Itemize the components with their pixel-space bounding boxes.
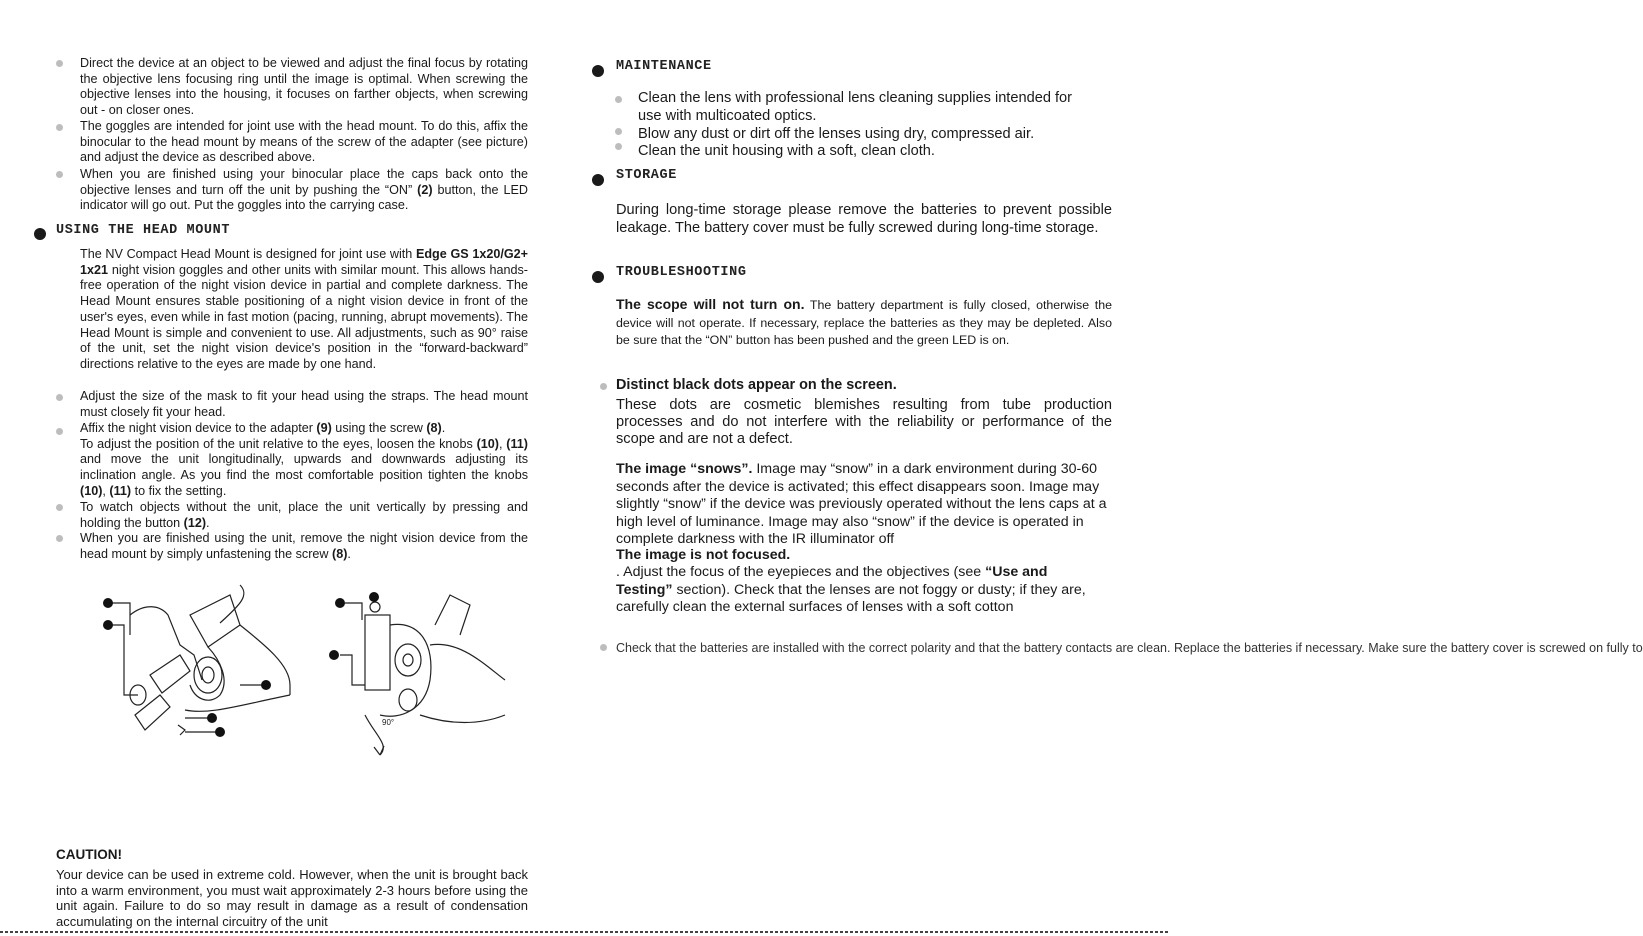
bullet-dot bbox=[56, 504, 63, 511]
finish-pre: When you are finished using your binocular place the caps back onto the objective lenses and turn off the unit by pushing the “ON” bbox=[80, 167, 528, 197]
rotate-arrow bbox=[374, 746, 384, 755]
strap-right bbox=[430, 644, 505, 680]
callout-dot bbox=[261, 680, 271, 690]
affix-d: (8) bbox=[426, 421, 442, 435]
callout-line bbox=[345, 603, 362, 620]
strap-right-lower bbox=[420, 715, 505, 723]
watch-post: . bbox=[206, 515, 210, 530]
bullet-dot bbox=[56, 124, 63, 131]
section-bullet bbox=[592, 65, 604, 77]
trouble-focus-title: The image is not focused. bbox=[616, 547, 791, 563]
head-mount-pre: The NV Compact Head Mount is designed for joint use with bbox=[80, 247, 416, 261]
callout-dot bbox=[103, 620, 113, 630]
maintenance-item-housing: Clean the unit housing with a soft, clean cloth. bbox=[638, 143, 935, 159]
bullet-dot bbox=[56, 535, 63, 542]
watch-instruction-text bbox=[80, 500, 528, 531]
rotate-arc bbox=[365, 715, 383, 755]
bullet-dot bbox=[615, 96, 622, 103]
arm-left bbox=[150, 655, 190, 693]
bullet-dot bbox=[56, 394, 63, 401]
affix-l: , bbox=[102, 483, 110, 498]
caution-text: Your device can be used in extreme cold. However, when the unit is brought back into a warm environment, you must wait approximately 2-3 hours before using the unit again. Failure to do so may result in damage as a result of condensation accumulating on the internal circuitry of the unit bbox=[56, 867, 528, 929]
callout-line bbox=[340, 655, 365, 685]
head-mount-description bbox=[80, 247, 528, 373]
focus-instruction-text bbox=[80, 56, 528, 119]
finish-instruction-text bbox=[80, 167, 528, 214]
bullet-dot bbox=[600, 383, 607, 390]
callout-dot bbox=[329, 650, 339, 660]
bullet-dot bbox=[615, 143, 622, 150]
trouble-dots-title: Distinct black dots appear on the screen. bbox=[616, 377, 897, 393]
watch-pre: To watch objects without the unit, place the unit vertically by pressing and holding the button bbox=[80, 500, 528, 530]
overlapped-text-line: Check that the batteries are installed with the correct polarity and that the battery contacts are clean. Replace the batteries if necessary. Make sure the battery cover is screwed on fully to bbox=[616, 641, 1643, 655]
head-mount-heading: USING THE HEAD MOUNT bbox=[56, 223, 231, 238]
cable-left bbox=[220, 585, 244, 623]
maintenance-item-dust: Blow any dust or dirt off the lenses using dry, compressed air. bbox=[638, 126, 1035, 142]
adapter-left bbox=[190, 647, 224, 700]
trouble-snow-body: Image may “snow” in a dark environment during 30-60 seconds after the device is activated; this effect disappears soon. Image may slightly “snow” if the device was previously operated without the lens caps at a high level of luminance. Image may also “snow” if the device is operated in complete darkness with the IR illuminator off bbox=[616, 461, 1107, 547]
trouble-focus-pre: . Adjust the focus of the eyepieces and the objectives (see bbox=[616, 564, 986, 580]
trouble-power-body: The battery department is fully closed, otherwise the device will not operate. If necessary, replace the batteries as they may be depleted. Also be sure that the “ON” button has been pushed and the green LED is on. bbox=[616, 298, 1112, 347]
trouble-snow-title: The image “snows”. bbox=[616, 461, 753, 477]
head-mount-model: Edge GS 1x20/G2+ 1x21 bbox=[80, 247, 528, 277]
focus-instruction-content: Direct the device at an object to be viewed and adjust the final focus by rotating the objective lens focusing ring until the image is optimal. When screwing the objective lenses into the housing, it focuses on farther objects, when screwing out - on closer ones. bbox=[80, 56, 528, 118]
mask-instruction-content: Adjust the size of the mask to fit your head using the straps. The head mount must closely fit your head. bbox=[80, 389, 528, 419]
bullet-dot bbox=[56, 428, 63, 435]
callout-line bbox=[110, 603, 130, 635]
callout-dot bbox=[335, 598, 345, 608]
section-bullet bbox=[592, 271, 604, 283]
fastener-left bbox=[178, 725, 185, 735]
callout-dot bbox=[103, 598, 113, 608]
affix-m: (11) bbox=[109, 483, 132, 498]
bullet-dot bbox=[56, 60, 63, 67]
head-mount-post: night vision goggles and other units with similar mount. This allows hands-free operation of the night vision device in partial and complete darkness. The Head Mount ensures stable positioning of a night vision device in front of the user's eyes, even while in fast motion (pacing, running, abrupt movements). The Head Mount is simple and convenient to use. All adjustments, such as 90° raise of the unit, set the night vision device's position in the “forward-backward” directions relative to the eyes are made by one hand. bbox=[80, 262, 528, 371]
goggle-body-right bbox=[365, 615, 390, 690]
head-mount-use-text bbox=[80, 119, 528, 166]
trouble-power-text bbox=[616, 296, 1112, 350]
remove-post: . bbox=[347, 546, 351, 561]
caution-title: CAUTION! bbox=[56, 847, 122, 862]
callout-dot bbox=[207, 713, 217, 723]
finish-ref: (2) bbox=[417, 182, 433, 197]
maintenance-heading: MAINTENANCE bbox=[616, 59, 712, 74]
head-mount-use-content: The goggles are intended for joint use with the head mount. To do this, affix the binocular to the head mount by means of the screw of the adapter (see picture) and adjust the device as described above. bbox=[80, 119, 528, 165]
maintenance-item-lens: Clean the lens with professional lens cleaning supplies intended for use with multicoated optics. bbox=[638, 90, 1073, 124]
trouble-power-title: The scope will not turn on. bbox=[616, 296, 805, 312]
affix-a: Affix the night vision device to the adapter bbox=[80, 421, 317, 435]
affix-b: (9) bbox=[316, 421, 332, 435]
head-mount-figure bbox=[90, 585, 520, 765]
callout-dot bbox=[215, 727, 225, 737]
affix-e: . bbox=[441, 421, 446, 435]
bullet-dot bbox=[56, 171, 63, 178]
trouble-snow-text bbox=[616, 461, 1112, 549]
storage-text: During long-time storage please remove the batteries to prevent possible leakage. The battery cover must be fully screwed during long-time storage. bbox=[616, 202, 1112, 237]
trouble-focus-ref: “Use and Testing” bbox=[616, 564, 1048, 598]
remove-instruction-text bbox=[80, 531, 528, 562]
screw-right bbox=[370, 602, 380, 612]
affix-j: and move the unit longitudinally, upwards and downwards adjusting its inclination angle. As you find the most comfortable position tighten the knobs bbox=[80, 452, 528, 483]
mount-outline-right bbox=[380, 624, 431, 716]
bullet-dot bbox=[600, 644, 607, 651]
affix-i: (11) bbox=[506, 436, 528, 451]
remove-ref: (8) bbox=[332, 546, 348, 561]
affix-f: To adjust the position of the unit relative to the eyes, loosen the knobs bbox=[80, 436, 477, 451]
bracket-right bbox=[435, 595, 470, 635]
affix-instruction-text bbox=[80, 421, 528, 500]
bottom-dotted-rule bbox=[0, 931, 1169, 933]
clamp-left bbox=[135, 695, 170, 730]
affix-g: (10) bbox=[476, 436, 499, 451]
trouble-dots-text: These dots are cosmetic blemishes resulting from tube production processes and do not interfere with the reliability or performance of the scope and are not a defect. bbox=[616, 397, 1112, 447]
affix-h: , bbox=[498, 436, 507, 451]
remove-pre: When you are finished using the unit, remove the night vision device from the head mount by simply unfastening the screw bbox=[80, 531, 528, 561]
trouble-focus-post: section). Check that the lenses are not foggy or dusty; if they are, carefully clean the external surfaces of lenses with a soft cotton bbox=[616, 581, 1086, 615]
strap-left-lower bbox=[185, 695, 290, 711]
mask-instruction-text bbox=[80, 389, 528, 420]
troubleshooting-heading: TROUBLESHOOTING bbox=[616, 265, 747, 280]
affix-c: using the screw bbox=[331, 421, 427, 435]
section-bullet bbox=[592, 174, 604, 186]
knob-right-lower bbox=[399, 689, 417, 711]
trouble-focus-text bbox=[616, 564, 1096, 617]
angle-label: 90° bbox=[382, 718, 395, 727]
knob-right bbox=[395, 644, 421, 676]
affix-k: (10) bbox=[80, 483, 103, 498]
finish-post: button, the LED indicator will go out. Put the goggles into the carrying case. bbox=[80, 182, 528, 213]
section-bullet bbox=[34, 228, 46, 240]
knob-center-right bbox=[403, 654, 413, 666]
knob-left bbox=[194, 657, 222, 693]
goggle-body-left bbox=[190, 595, 240, 647]
knob-center-left bbox=[202, 667, 214, 683]
callout-dot bbox=[369, 592, 379, 602]
watch-ref: (12) bbox=[183, 515, 207, 530]
storage-heading: STORAGE bbox=[616, 168, 677, 183]
bullet-dot bbox=[615, 128, 622, 135]
callout-line bbox=[110, 625, 138, 695]
affix-n: to fix the setting. bbox=[131, 483, 227, 498]
